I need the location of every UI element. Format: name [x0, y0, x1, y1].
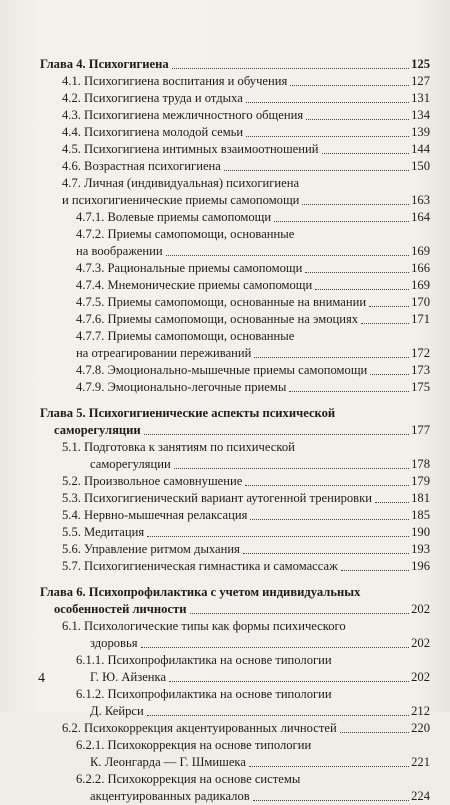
entry-title-line1: 6.1.2. Психопрофилактика на основе типологии	[76, 687, 332, 701]
entry-title: 4.7.9. Эмоционально-легочные приемы	[76, 380, 287, 394]
leader-dots	[315, 289, 409, 290]
page-ref: 139	[411, 125, 430, 139]
leader-dots	[169, 681, 409, 682]
chapter-5-heading	[40, 422, 430, 439]
toc-entry	[40, 345, 430, 362]
leader-dots	[166, 255, 410, 256]
toc-entry	[40, 243, 430, 260]
entry-title: 4.7.8. Эмоционально-мышечные приемы самопомощи	[76, 363, 368, 377]
entry-title-line2: и психогигиенические приемы самопомощи	[62, 193, 300, 207]
leader-dots	[172, 68, 409, 69]
toc-entry	[40, 720, 430, 737]
page-ref: 185	[411, 508, 430, 522]
leader-dots	[340, 732, 409, 733]
table-of-contents	[40, 56, 430, 805]
entry-title: 5.2. Произвольное самовнушение	[62, 474, 243, 488]
entry-title-line1: 4.7. Личная (индивидуальная) психогигиена	[62, 176, 300, 190]
entry-title: 4.7.3. Рациональные приемы самопомощи	[76, 261, 303, 275]
page-ref: 196	[411, 559, 430, 573]
page-ref: 171	[411, 312, 430, 326]
toc-entry	[40, 294, 430, 311]
toc-entry	[40, 73, 430, 90]
toc-entry	[40, 379, 430, 396]
entry-title: 4.6. Возрастная психогигиена	[62, 159, 221, 173]
entry-title: 4.7.1. Волевые приемы самопомощи	[76, 210, 272, 224]
entry-title: 5.7. Психогигиеническая гимнастика и самомассаж	[62, 559, 338, 573]
leader-dots	[174, 468, 409, 469]
entry-title-line2: на воображении	[76, 244, 163, 258]
toc-entry	[40, 754, 430, 771]
page-ref: 134	[411, 108, 430, 122]
entry-title: 5.5. Медитация	[62, 525, 145, 539]
entry-title: 4.4. Психогигиена молодой семьи	[62, 125, 244, 139]
page-ref: 169	[411, 244, 430, 258]
entry-title-line2: Г. Ю. Айзенка	[90, 670, 167, 684]
page-ref: 150	[411, 159, 430, 173]
leader-dots	[322, 153, 410, 154]
toc-entry	[40, 635, 430, 652]
entry-title-line2: на отреагировании переживаний	[76, 346, 252, 360]
entry-title-line2: Д. Кейрси	[90, 704, 144, 718]
page-ref: 131	[411, 91, 430, 105]
leader-dots	[361, 323, 409, 324]
leader-dots	[254, 357, 409, 358]
page-ref: 125	[411, 57, 430, 71]
toc-entry	[40, 192, 430, 209]
leader-dots	[246, 136, 409, 137]
leader-dots	[141, 647, 410, 648]
leader-dots	[246, 102, 409, 103]
leader-dots	[302, 204, 409, 205]
entry-title-line1: 6.1. Психологические типы как формы психического	[62, 619, 346, 633]
entry-title-line2: К. Леонгарда — Г. Шмишека	[90, 755, 246, 769]
leader-dots	[249, 766, 409, 767]
page-ref: 179	[411, 474, 430, 488]
page-ref: 178	[411, 457, 430, 471]
entry-title-line1: 4.7.7. Приемы самопомощи, основанные	[76, 329, 295, 343]
toc-entry	[40, 507, 430, 524]
spacer	[40, 396, 430, 405]
leader-dots	[253, 800, 409, 801]
page-ref: 127	[411, 74, 430, 88]
chapter-title: Глава 4. Психогигиена	[40, 57, 169, 71]
entry-title: 4.2. Психогигиена труда и отдыха	[62, 91, 243, 105]
entry-title: 5.4. Нервно-мышечная релаксация	[62, 508, 248, 522]
chapter-4-heading	[40, 56, 430, 73]
toc-entry	[40, 277, 430, 294]
entry-title: 5.3. Психогигиенический вариант аутогенной тренировки	[62, 491, 372, 505]
toc-entry	[40, 209, 430, 226]
toc-entry	[40, 456, 430, 473]
leader-dots	[243, 553, 409, 554]
page-ref: 202	[411, 670, 430, 684]
page-number: 4	[38, 671, 45, 686]
chapter-6-heading-line1: Глава 6. Психопрофилактика с учетом индивидуальных	[40, 585, 361, 599]
leader-dots	[147, 536, 409, 537]
page-ref: 144	[411, 142, 430, 156]
toc-entry	[40, 90, 430, 107]
toc-entry	[40, 362, 430, 379]
page-ref: 177	[411, 423, 430, 437]
chapter-5-heading-line1: Глава 5. Психогигиенические аспекты психической	[40, 406, 336, 420]
toc-entry	[40, 141, 430, 158]
page-ref: 166	[411, 261, 430, 275]
page-ref: 175	[411, 380, 430, 394]
page-ref: 170	[411, 295, 430, 309]
leader-dots	[289, 391, 409, 392]
page-ref: 202	[411, 636, 430, 650]
page-ref: 224	[411, 789, 430, 803]
page-ref: 212	[411, 704, 430, 718]
leader-dots	[190, 613, 410, 614]
entry-title-line2: здоровья	[90, 636, 138, 650]
leader-dots	[290, 85, 409, 86]
page-ref: 181	[411, 491, 430, 505]
entry-title: 4.5. Психогигиена интимных взаимоотношений	[62, 142, 319, 156]
entry-title-line2: акцентуированных радикалов	[90, 789, 250, 803]
leader-dots	[341, 570, 409, 571]
page-ref: 220	[411, 721, 430, 735]
toc-entry	[40, 260, 430, 277]
entry-title: 4.1. Психогигиена воспитания и обучения	[62, 74, 288, 88]
page-ref: 169	[411, 278, 430, 292]
spacer	[40, 575, 430, 584]
entry-title-line2: саморегуляции	[90, 457, 171, 471]
toc-entry	[40, 107, 430, 124]
entry-title-line1: 4.7.2. Приемы самопомощи, основанные	[76, 227, 295, 241]
leader-dots	[306, 119, 409, 120]
toc-entry	[40, 473, 430, 490]
leader-dots	[144, 434, 409, 435]
leader-dots	[305, 272, 409, 273]
leader-dots	[370, 374, 409, 375]
toc-entry	[40, 558, 430, 575]
page-ref: 190	[411, 525, 430, 539]
leader-dots	[245, 485, 409, 486]
entry-title-line1: 6.2.2. Психокоррекция на основе системы	[76, 772, 301, 786]
entry-title: 4.7.6. Приемы самопомощи, основанные на эмоциях	[76, 312, 359, 326]
leader-dots	[147, 715, 409, 716]
leader-dots	[375, 502, 409, 503]
entry-title: 4.3. Психогигиена межличностного общения	[62, 108, 304, 122]
toc-entry	[40, 541, 430, 558]
entry-title-line1: 6.1.1. Психопрофилактика на основе типологии	[76, 653, 332, 667]
page-ref: 173	[411, 363, 430, 377]
toc-entry	[40, 669, 430, 686]
entry-title: 6.2. Психокоррекция акцентуированных личностей	[62, 721, 337, 735]
entry-title: 5.6. Управление ритмом дыхания	[62, 542, 240, 556]
entry-title-line1: 6.2.1. Психокоррекция на основе типологии	[76, 738, 312, 752]
leader-dots	[274, 221, 409, 222]
entry-title: 4.7.4. Мнемонические приемы самопомощи	[76, 278, 313, 292]
chapter-title-line2: саморегуляции	[54, 423, 141, 437]
page-ref: 163	[411, 193, 430, 207]
chapter-6-heading	[40, 601, 430, 618]
page-ref: 221	[411, 755, 430, 769]
page-ref: 202	[411, 602, 430, 616]
toc-entry	[40, 158, 430, 175]
leader-dots	[224, 170, 409, 171]
chapter-title-line2: особенностей личности	[54, 602, 187, 616]
toc-entry	[40, 311, 430, 328]
leader-dots	[369, 306, 409, 307]
entry-title-line1: 5.1. Подготовка к занятиям по психической	[62, 440, 295, 454]
toc-entry	[40, 524, 430, 541]
page-ref: 164	[411, 210, 430, 224]
page-ref: 172	[411, 346, 430, 360]
entry-title: 4.7.5. Приемы самопомощи, основанные на внимании	[76, 295, 367, 309]
toc-entry	[40, 788, 430, 805]
page-ref: 193	[411, 542, 430, 556]
toc-entry	[40, 490, 430, 507]
leader-dots	[250, 519, 409, 520]
toc-entry	[40, 124, 430, 141]
